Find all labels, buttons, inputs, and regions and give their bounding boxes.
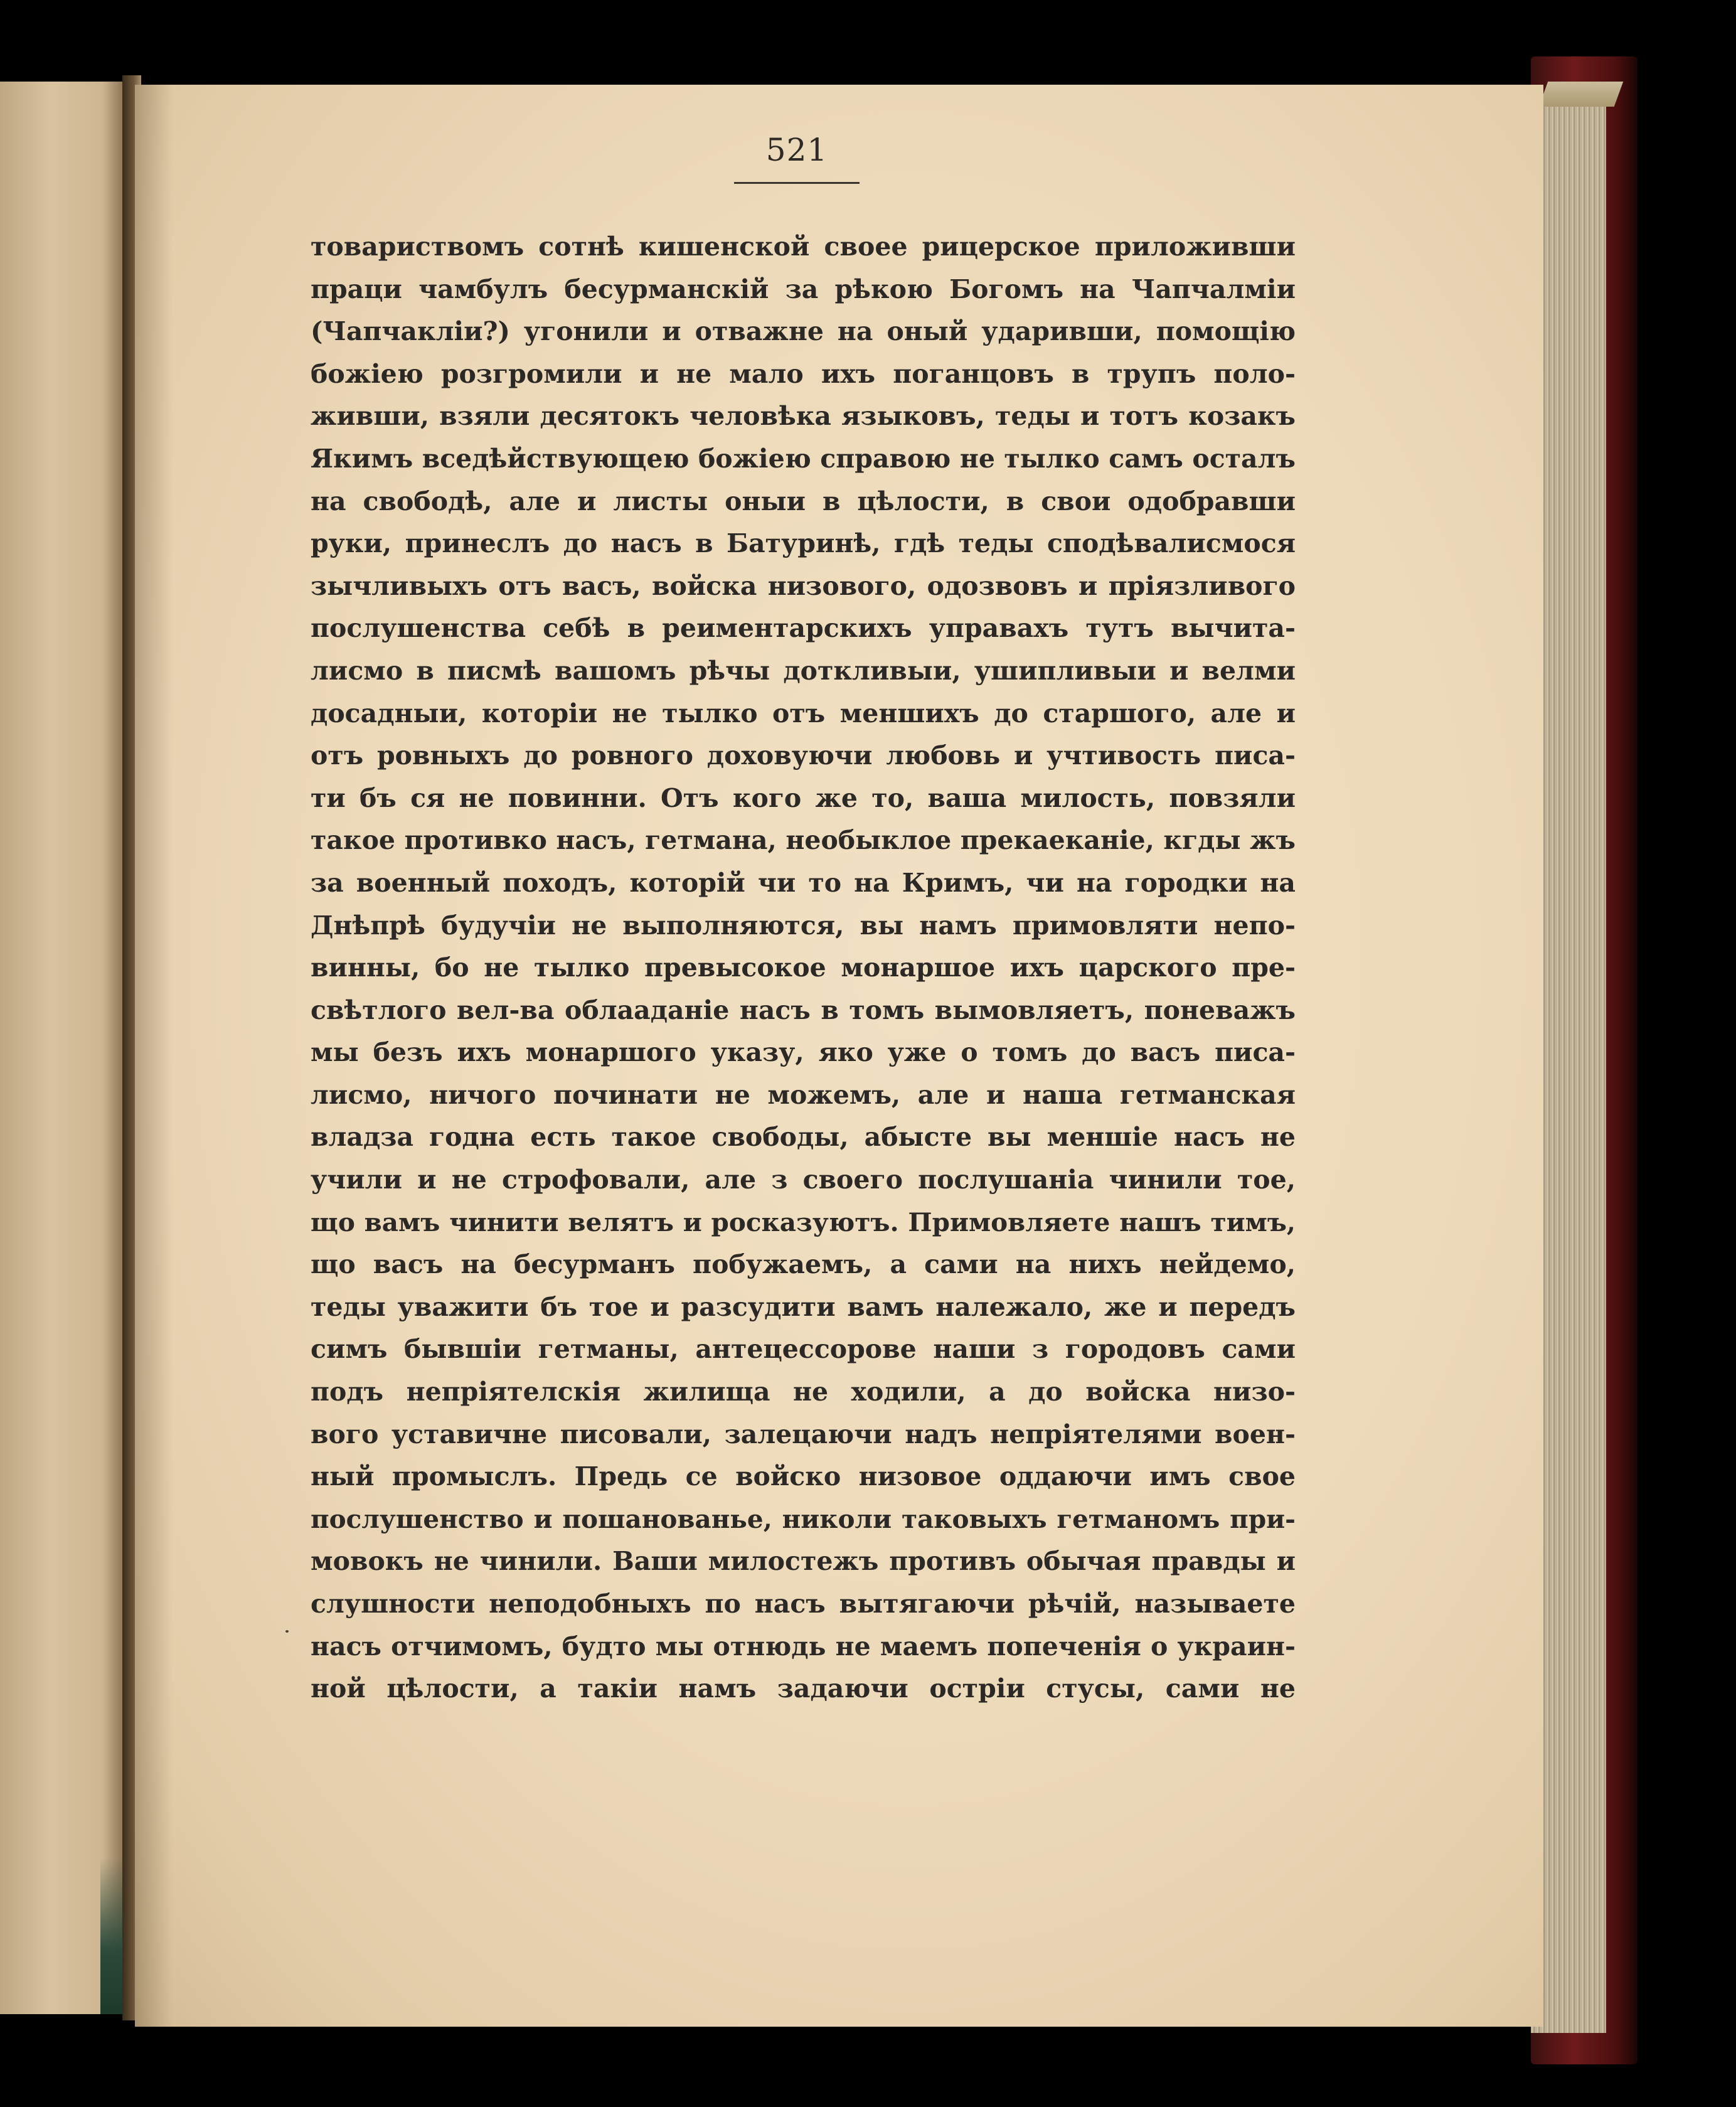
- text-line: отъ ровныхъ до ровного доховуючи любовь и учтивость писа-: [311, 740, 1296, 771]
- text-line: лисмо, ничого починати не можемъ, але и наша гетманская: [311, 1079, 1296, 1110]
- text-line: мы безъ ихъ монаршого указу, яко уже о томъ до васъ писа-: [311, 1037, 1296, 1068]
- text-line: досадныи, которіи не тылко отъ меншихъ до старшого, але и: [311, 698, 1296, 728]
- text-line: ной цѣлости, а такіи намъ задаючи остріи стусы, сами не: [311, 1673, 1296, 1704]
- text-line: руки, принеслъ до насъ в Батуринѣ, гдѣ теды сподѣвалисмося: [311, 528, 1296, 559]
- text-line: вого уставичне писовали, залецаючи надъ непріятелями воен-: [311, 1419, 1296, 1449]
- text-line: свѣтлого вел-ва облааданіе насъ в томъ вымовляетъ, поневажъ: [311, 995, 1296, 1025]
- text-line: ный промыслъ. Предь се войско низовое оддаючи имъ свое: [311, 1461, 1296, 1492]
- text-line: (Чапчакліи?) угонили и отважне на оный ударивши, помощію: [311, 316, 1296, 347]
- text-line: Днѣпрѣ будучіи не выполняются, вы намъ примовляти непо-: [311, 910, 1296, 941]
- text-line: за военный походъ, которій чи то на Кримъ, чи на городки на: [311, 867, 1296, 898]
- text-line: мовокъ не чинили. Ваши милостежъ противъ обычая правды и: [311, 1546, 1296, 1577]
- text-line: на свободѣ, але и листы оныи в цѣлости, в свои одобравши: [311, 486, 1296, 516]
- text-line: що вамъ чинити велятъ и росказуютъ. Примовляете нашъ тимъ,: [311, 1207, 1296, 1237]
- text-line: симъ бывшіи гетманы, антецессорове наши з городовъ сами: [311, 1334, 1296, 1365]
- text-line: такое противко насъ, гетмана, необыклое прекаеканіе, кгды жъ: [311, 825, 1296, 856]
- page-shadow: [135, 85, 173, 2027]
- text-line: що васъ на бесурманъ побужаемъ, а сами на нихъ нейдемо,: [311, 1249, 1296, 1280]
- page-number-rule: [734, 182, 860, 184]
- text-line: Якимъ вседѣйствующею божіею справою не тылко самъ осталъ: [311, 443, 1296, 474]
- text-line: теды уважити бъ тое и разсудити вамъ належало, же и передъ: [311, 1291, 1296, 1322]
- text-line: винны, бо не тылко превысокое монаршое ихъ царского пре-: [311, 952, 1296, 983]
- page-number: 521: [765, 132, 828, 168]
- paper-speck: [285, 1630, 289, 1633]
- text-line: зычливыхъ отъ васъ, войска низового, одозвовъ и пріязливого: [311, 570, 1296, 601]
- text-line: божіею розгромили и не мало ихъ поганцовъ в трупъ поло-: [311, 358, 1296, 389]
- text-line: слушности неподобныхъ по насъ вытягаючи рѣчій, называете: [311, 1589, 1296, 1619]
- body-text: [311, 226, 1296, 1710]
- text-line: послушенство и пошанованье, николи таковыхъ гетманомъ при-: [311, 1503, 1296, 1534]
- text-line: подъ непріятелскія жилища не ходили, а до войска низо-: [311, 1377, 1296, 1407]
- text-line: насъ отчимомъ, будто мы отнюдь не маемъ попеченія о украин-: [311, 1631, 1296, 1662]
- text-line: учили и не строфовали, але з своего послушаніа чинили тое,: [311, 1165, 1296, 1195]
- text-line: владза годна есть такое свободы, абысте вы меншіе насъ не: [311, 1122, 1296, 1153]
- text-line: товариствомъ сотнѣ кишенской своее рицерское приложивши: [311, 232, 1296, 262]
- text-line: послушенства себѣ в реиментарскихъ управахъ тутъ вычита-: [311, 613, 1296, 644]
- left-facing-page: [0, 82, 129, 2014]
- text-line: лисмо в писмѣ вашомъ рѣчы доткливыи, ушипливыи и велми: [311, 655, 1296, 686]
- text-line: ти бъ ся не повинни. Отъ кого же то, ваша милость, повзяли: [311, 782, 1296, 813]
- text-line: живши, взяли десятокъ человѣка языковъ, теды и тотъ козакъ: [311, 401, 1296, 432]
- page-stack-top: [1539, 82, 1624, 107]
- text-line: праци чамбулъ бесурманскій за рѣкою Богомъ на Чапчалміи: [311, 274, 1296, 304]
